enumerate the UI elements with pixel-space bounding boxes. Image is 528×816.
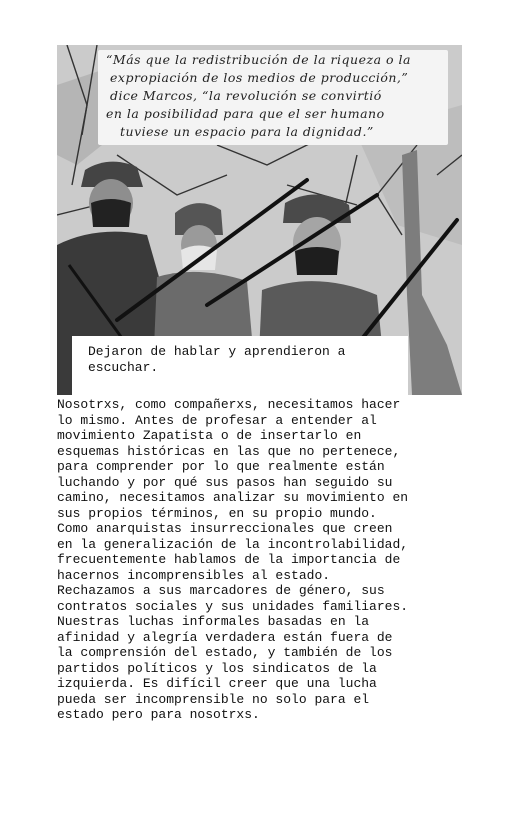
body-line: Nuestras luchas informales basadas en la (57, 614, 370, 629)
body-line: izquierda. Es difícil creer que una lucha (57, 676, 377, 691)
body-line: frecuentemente hablamos de la importancia de (57, 552, 401, 567)
body-line: partidos políticos y los sindicatos de la (57, 660, 377, 676)
body-line: estado pero para nosotrxs. (57, 707, 260, 722)
body-line: movimiento Zapatista o de insertarlo en (57, 428, 362, 443)
body-line: esquemas históricas en las que no pertenece, (57, 443, 401, 459)
body-line: hacernos incomprensibles al estado. (57, 567, 331, 583)
quote-line: tuviese un espacio para la dignidad.” (120, 124, 374, 139)
body-paragraph (57, 397, 477, 723)
quote-line: expropiación de los medios de producción,” (110, 70, 409, 85)
quote-line: “Más que la redistribución de la riqueza o la (106, 52, 411, 67)
body-line: en la generalización de la incontrolabilidad, (57, 536, 409, 552)
body-line: pueda ser incomprensible no solo para el (57, 691, 370, 707)
quote-line: en la posibilidad para que el ser humano (106, 106, 385, 121)
body-line: Nosotrxs, como compañerxs, necesitamos hacer (57, 397, 401, 412)
body-line: afinidad y alegría verdadera están fuera de (57, 629, 393, 645)
quote-line: dice Marcos, “la revolución se convirtió (110, 88, 382, 103)
panel-caption: Dejaron de hablar y aprendieron a escuchar. (88, 344, 346, 375)
body-line: lo mismo. Antes de profesar a entender al (57, 412, 377, 428)
body-line: camino, necesitamos analizar su movimiento en (57, 490, 409, 505)
body-line: para comprender por lo que realmente están (57, 459, 385, 474)
body-line: contratos sociales y sus unidades familiares. (57, 598, 409, 614)
body-line: Como anarquistas insurreccionales que creen (57, 521, 393, 536)
body-line: sus propios términos, en su propio mundo. (57, 505, 377, 521)
body-line: luchando y por qué sus pasos han seguido su (57, 474, 393, 490)
body-line: Rechazamos a sus marcadores de género, sus (57, 583, 385, 598)
body-line: la comprensión del estado, y también de los (57, 645, 393, 660)
